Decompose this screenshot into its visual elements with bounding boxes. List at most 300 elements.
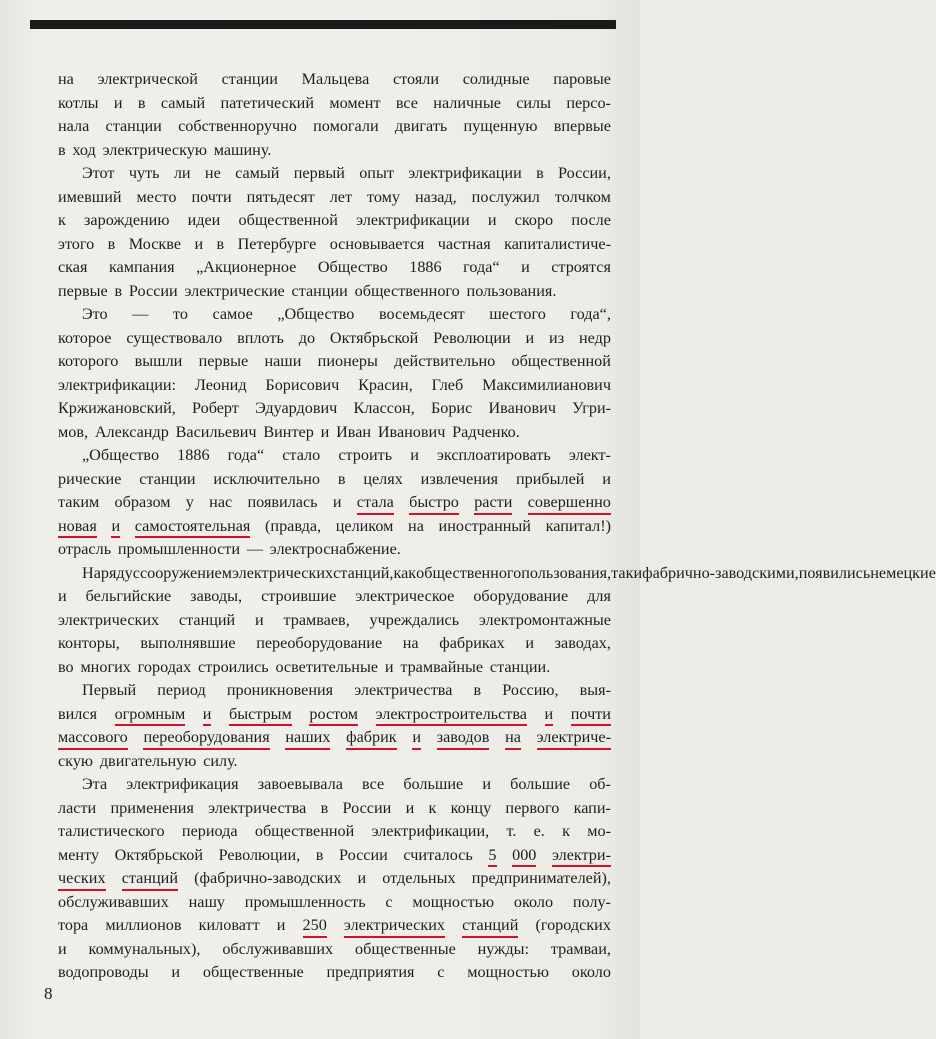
word: до (298, 328, 316, 347)
word: в (315, 845, 324, 864)
word: и (276, 916, 286, 934)
text-line (58, 350, 611, 374)
word: и (320, 422, 330, 441)
word: миллионов (105, 916, 182, 934)
word: частная (437, 234, 491, 253)
word: электрические (184, 281, 285, 300)
word: электроснабжение. (269, 540, 401, 558)
text-line (58, 280, 611, 304)
word: киловатт (198, 916, 260, 934)
word: и (521, 258, 530, 276)
underlined-word: почти (571, 703, 611, 727)
underlined-word: электрических (344, 914, 445, 938)
word: зарождению (84, 211, 170, 229)
word: и (384, 657, 394, 676)
word: капи- (573, 798, 611, 817)
underlined-word: станций (122, 867, 178, 891)
word: иностранный (438, 516, 531, 535)
word: существовало (126, 328, 223, 347)
word: к (428, 798, 437, 817)
word: и (482, 775, 492, 793)
underlined-word: быстрым (229, 703, 292, 727)
word: вышли (134, 352, 183, 370)
word: Эдуардович (255, 399, 338, 417)
word: тора (58, 916, 89, 934)
word: силы (516, 93, 552, 112)
text-line (58, 750, 611, 774)
word: станции (221, 70, 278, 88)
word: в (337, 469, 346, 488)
page-number: 8 (44, 984, 53, 1003)
text-line (58, 256, 611, 280)
word: около (513, 892, 554, 911)
word: фабрично-заводскими, (642, 563, 799, 582)
word: промышленности (117, 540, 241, 558)
underlined-word: ростом (309, 703, 358, 727)
text-line (58, 679, 611, 703)
word: обслуживавших (58, 892, 169, 911)
word: электрификации (408, 164, 522, 182)
word: машину. (213, 140, 272, 159)
text-line (58, 891, 611, 915)
word: Россию, (502, 681, 559, 699)
word: почти (191, 187, 232, 206)
text-line (58, 468, 611, 492)
header-rule (30, 20, 616, 29)
paragraph (58, 303, 611, 444)
word: и (255, 610, 264, 629)
word: Октябрьской (114, 845, 203, 864)
paragraph (58, 444, 611, 562)
underlined-word: и (412, 726, 421, 750)
word: большие (510, 775, 571, 793)
word: России, (558, 164, 611, 182)
word: считалось (403, 845, 473, 864)
word: и (113, 93, 123, 112)
underlined-word: наших (285, 726, 330, 750)
text-line (58, 515, 611, 539)
underlined-word: электриче- (537, 726, 611, 750)
word: в (536, 164, 544, 182)
word: Глеб (431, 375, 464, 394)
word: года“, (570, 305, 611, 323)
word: отдельных (382, 869, 456, 887)
word: электрификации, (371, 822, 490, 840)
word: образом (114, 493, 171, 511)
underlined-word: самостоятельная (135, 515, 251, 539)
word: первые (58, 281, 108, 300)
word: все (362, 775, 385, 793)
text-line (58, 609, 611, 633)
word: фабриках (439, 634, 505, 652)
text-line (58, 797, 611, 821)
underlined-word: быстро (409, 491, 459, 515)
word: электрификация (126, 775, 239, 793)
word: послужил (471, 187, 540, 206)
word: водопроводы (58, 963, 149, 981)
word: для (587, 587, 611, 605)
word: общественной (254, 822, 355, 840)
word: Иванович (488, 399, 556, 417)
word: Борис (430, 399, 473, 417)
word: и (487, 211, 497, 229)
word: электрической (97, 70, 198, 88)
paragraph (58, 773, 611, 985)
word: самое (212, 305, 253, 323)
word: с (385, 892, 393, 911)
word: то (172, 305, 188, 323)
word: общественного (354, 281, 460, 300)
word: пользования. (466, 281, 557, 300)
word: двигать (394, 117, 448, 135)
word: нас (209, 493, 233, 511)
word: недр (578, 328, 611, 347)
word: целях (363, 469, 403, 488)
word: коммунальных), (88, 939, 201, 958)
word: Эта (82, 775, 108, 793)
text-line (58, 632, 611, 656)
underlined-word: электростроительства (376, 703, 527, 727)
paragraph (58, 162, 611, 303)
word: так (611, 563, 634, 582)
word: ли (173, 164, 191, 182)
underlined-word: 000 (512, 844, 536, 868)
word: помогали (313, 117, 379, 135)
text-line (58, 327, 611, 351)
word: место (136, 187, 177, 206)
underlined-word: заводов (437, 726, 490, 750)
word: трамваев, (283, 610, 350, 629)
word: мов, (58, 422, 89, 441)
word: наши (264, 352, 302, 370)
word: — (132, 305, 149, 323)
word: строить (338, 446, 393, 464)
word: к (562, 822, 570, 840)
word: назад, (414, 187, 457, 206)
word: „Общество (277, 305, 355, 323)
underlined-word: стала (357, 491, 394, 515)
word: предприятия (326, 963, 415, 981)
word: осветительные (275, 657, 379, 676)
word: которое (58, 328, 112, 347)
word: пользования, (521, 563, 612, 582)
word: стояли (393, 70, 440, 88)
word: предпринимателей), (471, 869, 611, 887)
word: 1886 (409, 258, 442, 276)
word: бельгийские (85, 587, 172, 605)
underlined-word: и (545, 703, 554, 727)
word: станции (105, 117, 162, 135)
underlined-word: электри- (552, 844, 611, 868)
word: кампания (108, 258, 175, 276)
paragraph (58, 679, 611, 773)
word: года“ (227, 446, 265, 464)
word: и (194, 234, 204, 253)
text-line (58, 562, 936, 586)
word: в (58, 140, 66, 159)
word: и (171, 963, 181, 981)
word: действительно (394, 352, 496, 370)
word: исключительно (213, 469, 320, 488)
word: электрификации: (58, 375, 177, 394)
text-line (58, 444, 611, 468)
word: на (58, 70, 74, 88)
word: талистического (58, 822, 165, 840)
word: капиталистиче- (504, 234, 611, 253)
word: не (204, 164, 221, 182)
word: е. (533, 822, 545, 840)
word: переоборудование (256, 634, 383, 652)
underlined-word: ческих (58, 867, 106, 891)
word: самый (235, 164, 280, 182)
word: т. (506, 822, 517, 840)
word: Этот (82, 164, 115, 182)
underlined-word: 250 (303, 914, 327, 938)
word: основывается (329, 234, 425, 253)
word: патетический (220, 93, 315, 112)
word: и (602, 469, 611, 488)
word: на (408, 516, 424, 535)
word: строившие (261, 587, 337, 605)
word: и (58, 939, 67, 958)
text-line (58, 961, 611, 985)
paragraph (58, 562, 936, 680)
word: шестого (489, 305, 546, 323)
word: Красин, (358, 375, 413, 394)
word: оборудование (473, 587, 569, 605)
text-line (58, 585, 611, 609)
word: в (114, 281, 123, 300)
word: восемьдесят (378, 305, 465, 323)
word: заводы, (190, 587, 243, 605)
word: периода (181, 822, 238, 840)
word: Иван (336, 422, 372, 441)
underlined-word: расти (474, 491, 512, 515)
word: промышленность (244, 892, 366, 911)
word: электричества (354, 681, 453, 699)
word: обслуживавших (222, 939, 334, 958)
word: Радченко. (452, 422, 520, 441)
word: многих (80, 657, 131, 676)
underlined-word: массового (58, 726, 128, 750)
word: станций, (333, 563, 394, 582)
underlined-word: и (203, 703, 212, 727)
word: впервые (553, 117, 611, 135)
underlined-word: огромным (115, 703, 186, 727)
word: сооружением (139, 563, 232, 582)
word: опыт (359, 164, 394, 182)
word: появились (798, 563, 871, 582)
word: общественные (355, 939, 456, 958)
word: с (132, 563, 140, 582)
body-text (58, 68, 936, 985)
word: скоро (514, 211, 554, 229)
text-line (58, 68, 611, 92)
text-line (58, 421, 611, 445)
underlined-word: фабрик (346, 726, 397, 750)
word: станции. (489, 657, 551, 676)
word: на (402, 634, 419, 652)
text-line (58, 397, 611, 421)
word: электрическую (102, 140, 207, 159)
word: пущенную (463, 117, 538, 135)
text-line (58, 820, 611, 844)
underlined-word: станций (462, 914, 518, 938)
word: Первый (82, 681, 137, 699)
word: (городских (535, 916, 611, 934)
word: строятся (551, 258, 611, 276)
word: толчком (554, 187, 611, 206)
word: отрасль (58, 540, 112, 558)
word: Угри- (572, 399, 611, 417)
word: ряду (100, 563, 133, 582)
word: солидные (462, 70, 530, 88)
word: конторы, (58, 634, 120, 652)
word: проникновения (226, 681, 334, 699)
text-line (58, 844, 611, 868)
text-line (58, 115, 611, 139)
text-line (58, 773, 611, 797)
word: и (357, 869, 367, 887)
word: Александр (94, 422, 169, 441)
word: скую (58, 751, 94, 770)
word: Иванович (377, 422, 446, 441)
word: Борисович (265, 375, 340, 394)
word: (фабрично-заводских (194, 869, 342, 887)
word: Это (82, 305, 108, 323)
word: завоевывала (257, 775, 343, 793)
word: мощностью (412, 892, 495, 911)
word: двигательную (99, 751, 197, 770)
text-line (58, 233, 611, 257)
word: у (185, 493, 194, 511)
text-line (58, 656, 611, 680)
word: которого (58, 352, 119, 370)
word: в (137, 93, 146, 112)
word: вился (58, 704, 98, 723)
underlined-word: и (111, 515, 120, 539)
word: России (342, 798, 392, 817)
word: Леонид (194, 375, 247, 394)
text-line (58, 303, 611, 327)
word: Революции, (218, 845, 301, 864)
word: полу- (572, 892, 611, 911)
word: Мальцева (301, 70, 370, 88)
word: вплоть (237, 328, 284, 347)
word: немецкие (870, 563, 936, 582)
text-line (58, 867, 611, 891)
word: эксплоатировать (436, 446, 551, 464)
paragraph (58, 68, 611, 162)
word: мо- (587, 822, 611, 840)
word: заводах, (554, 634, 611, 652)
word: об- (589, 775, 611, 793)
word: момент (329, 93, 381, 112)
word: чуть (128, 164, 160, 182)
word: после (571, 211, 611, 229)
word: менту (58, 845, 100, 864)
word: Роберт (192, 399, 239, 417)
word: идеи (187, 211, 221, 229)
word: и (525, 328, 535, 347)
text-line (58, 491, 611, 515)
word: и (410, 446, 419, 464)
word: рические (58, 469, 122, 488)
word: электричества (208, 798, 307, 817)
word: силу. (203, 751, 238, 770)
word: и (525, 634, 535, 652)
text-line (58, 209, 611, 233)
word: выполнявшие (140, 634, 236, 652)
word: Винтер (263, 422, 314, 441)
word: общественной (238, 211, 338, 229)
word: Петербурге (237, 234, 317, 253)
text-line (58, 726, 611, 750)
text-line (58, 92, 611, 116)
text-line (58, 938, 611, 962)
text-line (58, 374, 611, 398)
word: Революции (433, 328, 511, 347)
word: в (320, 798, 329, 817)
word: период (157, 681, 206, 699)
word: паровые (553, 70, 611, 88)
word: мощностью (467, 963, 549, 981)
word: (правда, (265, 516, 322, 535)
word: первого (505, 798, 560, 817)
word: Октябрьской (329, 328, 419, 347)
word: ход (72, 140, 96, 159)
word: тому (367, 187, 400, 206)
word: общественные (202, 963, 304, 981)
word: концу (450, 798, 492, 817)
word: Васильевич (175, 422, 257, 441)
word: около (571, 963, 611, 981)
word: большие (403, 775, 464, 793)
word: Кржижановский, (58, 399, 176, 417)
word: из (549, 328, 565, 347)
word: наличные (433, 93, 501, 112)
word: электрическое (355, 587, 455, 605)
word: лет (329, 187, 353, 206)
word: электрических (231, 563, 334, 582)
word: ская (58, 258, 88, 276)
word: трамвайные (400, 657, 484, 676)
word: Москве (128, 234, 182, 253)
word: станции (291, 281, 348, 300)
word: элект- (568, 446, 611, 464)
word: Общество (317, 258, 388, 276)
underlined-word: переоборудования (143, 726, 269, 750)
word: котлы (58, 93, 99, 112)
word: и (405, 798, 415, 817)
word: электрических (58, 610, 160, 629)
word: 1886 (177, 446, 210, 464)
word: нала (58, 117, 90, 135)
word: как (393, 563, 417, 582)
word: с (437, 963, 445, 981)
word: и (332, 493, 342, 511)
word: электрификации (356, 211, 470, 229)
word: станций (178, 610, 236, 629)
word: трамваи, (550, 939, 611, 958)
word: и (58, 587, 67, 605)
text-line (58, 703, 611, 727)
word: нашу (188, 892, 225, 911)
word: во (58, 657, 74, 676)
word: извлечения (420, 469, 499, 488)
word: прибылей (515, 469, 585, 488)
text-line (58, 162, 611, 186)
